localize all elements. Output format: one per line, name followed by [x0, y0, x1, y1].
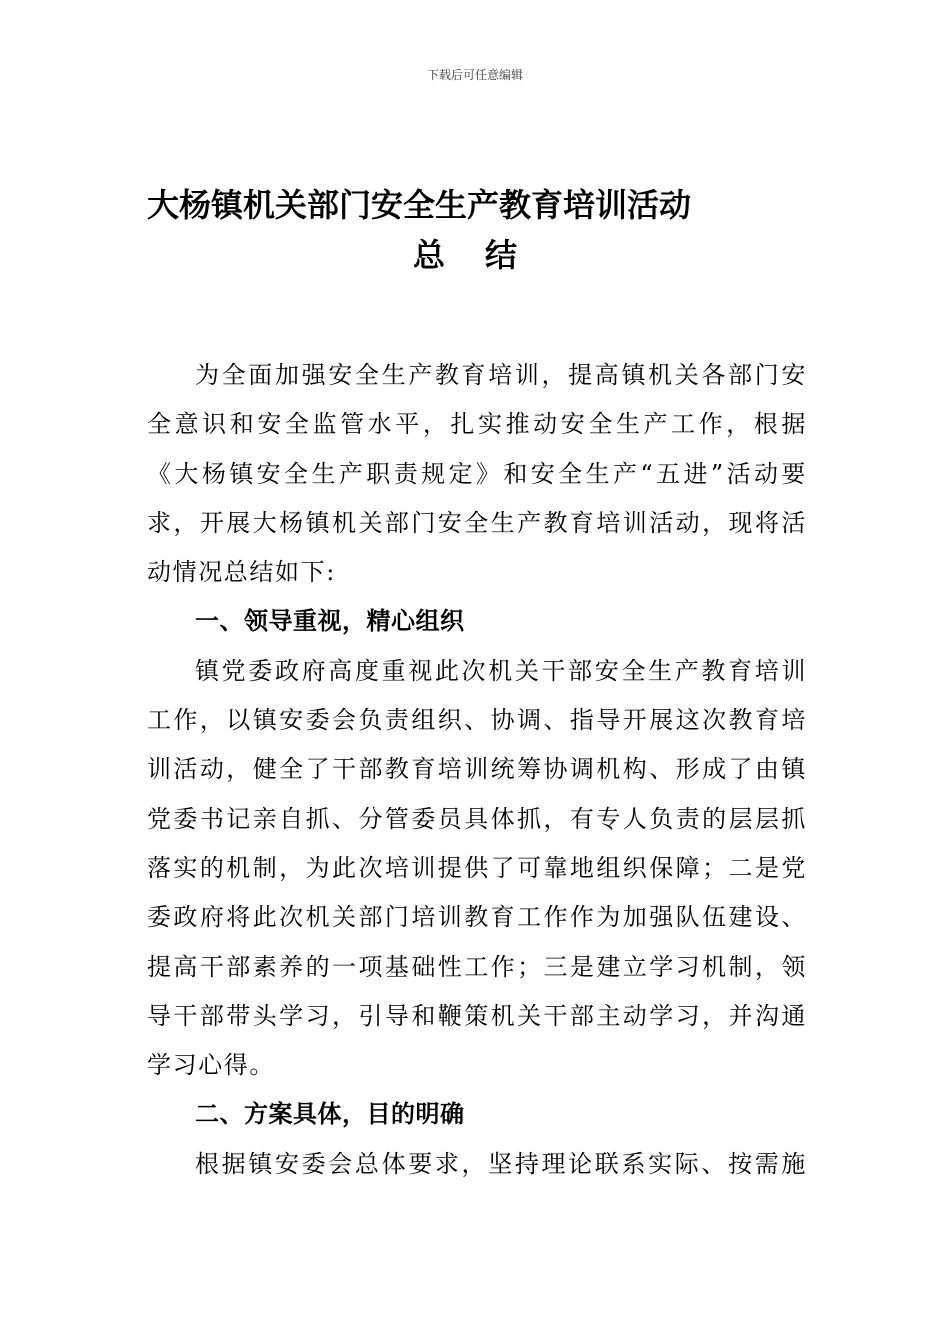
section-body-1: 镇党委政府高度重视此次机关干部安全生产教育培训工作，以镇安委会负责组织、协调、指导开展这次教育培训活动，健全了干部教育培训统筹协调机构、形成了由镇党委书记亲自抓、分管委员具体抓，有专人负责的层层抓落实的机制，为此次培训提供了可靠地组织保障；二是党委政府将此次机关部门培训教育工作作为加强队伍建设、提高干部素养的一项基础性工作；三是建立学习机制，领导干部带头学习，引导和鞭策机关干部主动学习，并沟通学习心得。	[147, 656, 807, 1080]
document-body	[147, 351, 807, 1189]
page-header-note: 下载后可任意编辑	[426, 68, 523, 82]
intro-paragraph: 为全面加强安全生产教育培训，提高镇机关各部门安全意识和安全监管水平，扎实推动安全生产工作，根据《大杨镇安全生产职责规定》和安全生产“五进”活动要求，开展大杨镇机关部门安全生产教育培训活动，现将活动情况总结如下:	[147, 361, 807, 587]
document-title: 大杨镇机关部门安全生产教育培训活动	[147, 186, 692, 224]
section-heading-1: 一、领导重视，精心组织	[195, 607, 465, 636]
section-heading-2: 二、方案具体，目的明确	[195, 1100, 465, 1129]
section-body-2: 根据镇安委会总体要求，坚持理论联系实际、按需施	[195, 1149, 807, 1178]
document-title-subline: 总结	[412, 236, 557, 274]
